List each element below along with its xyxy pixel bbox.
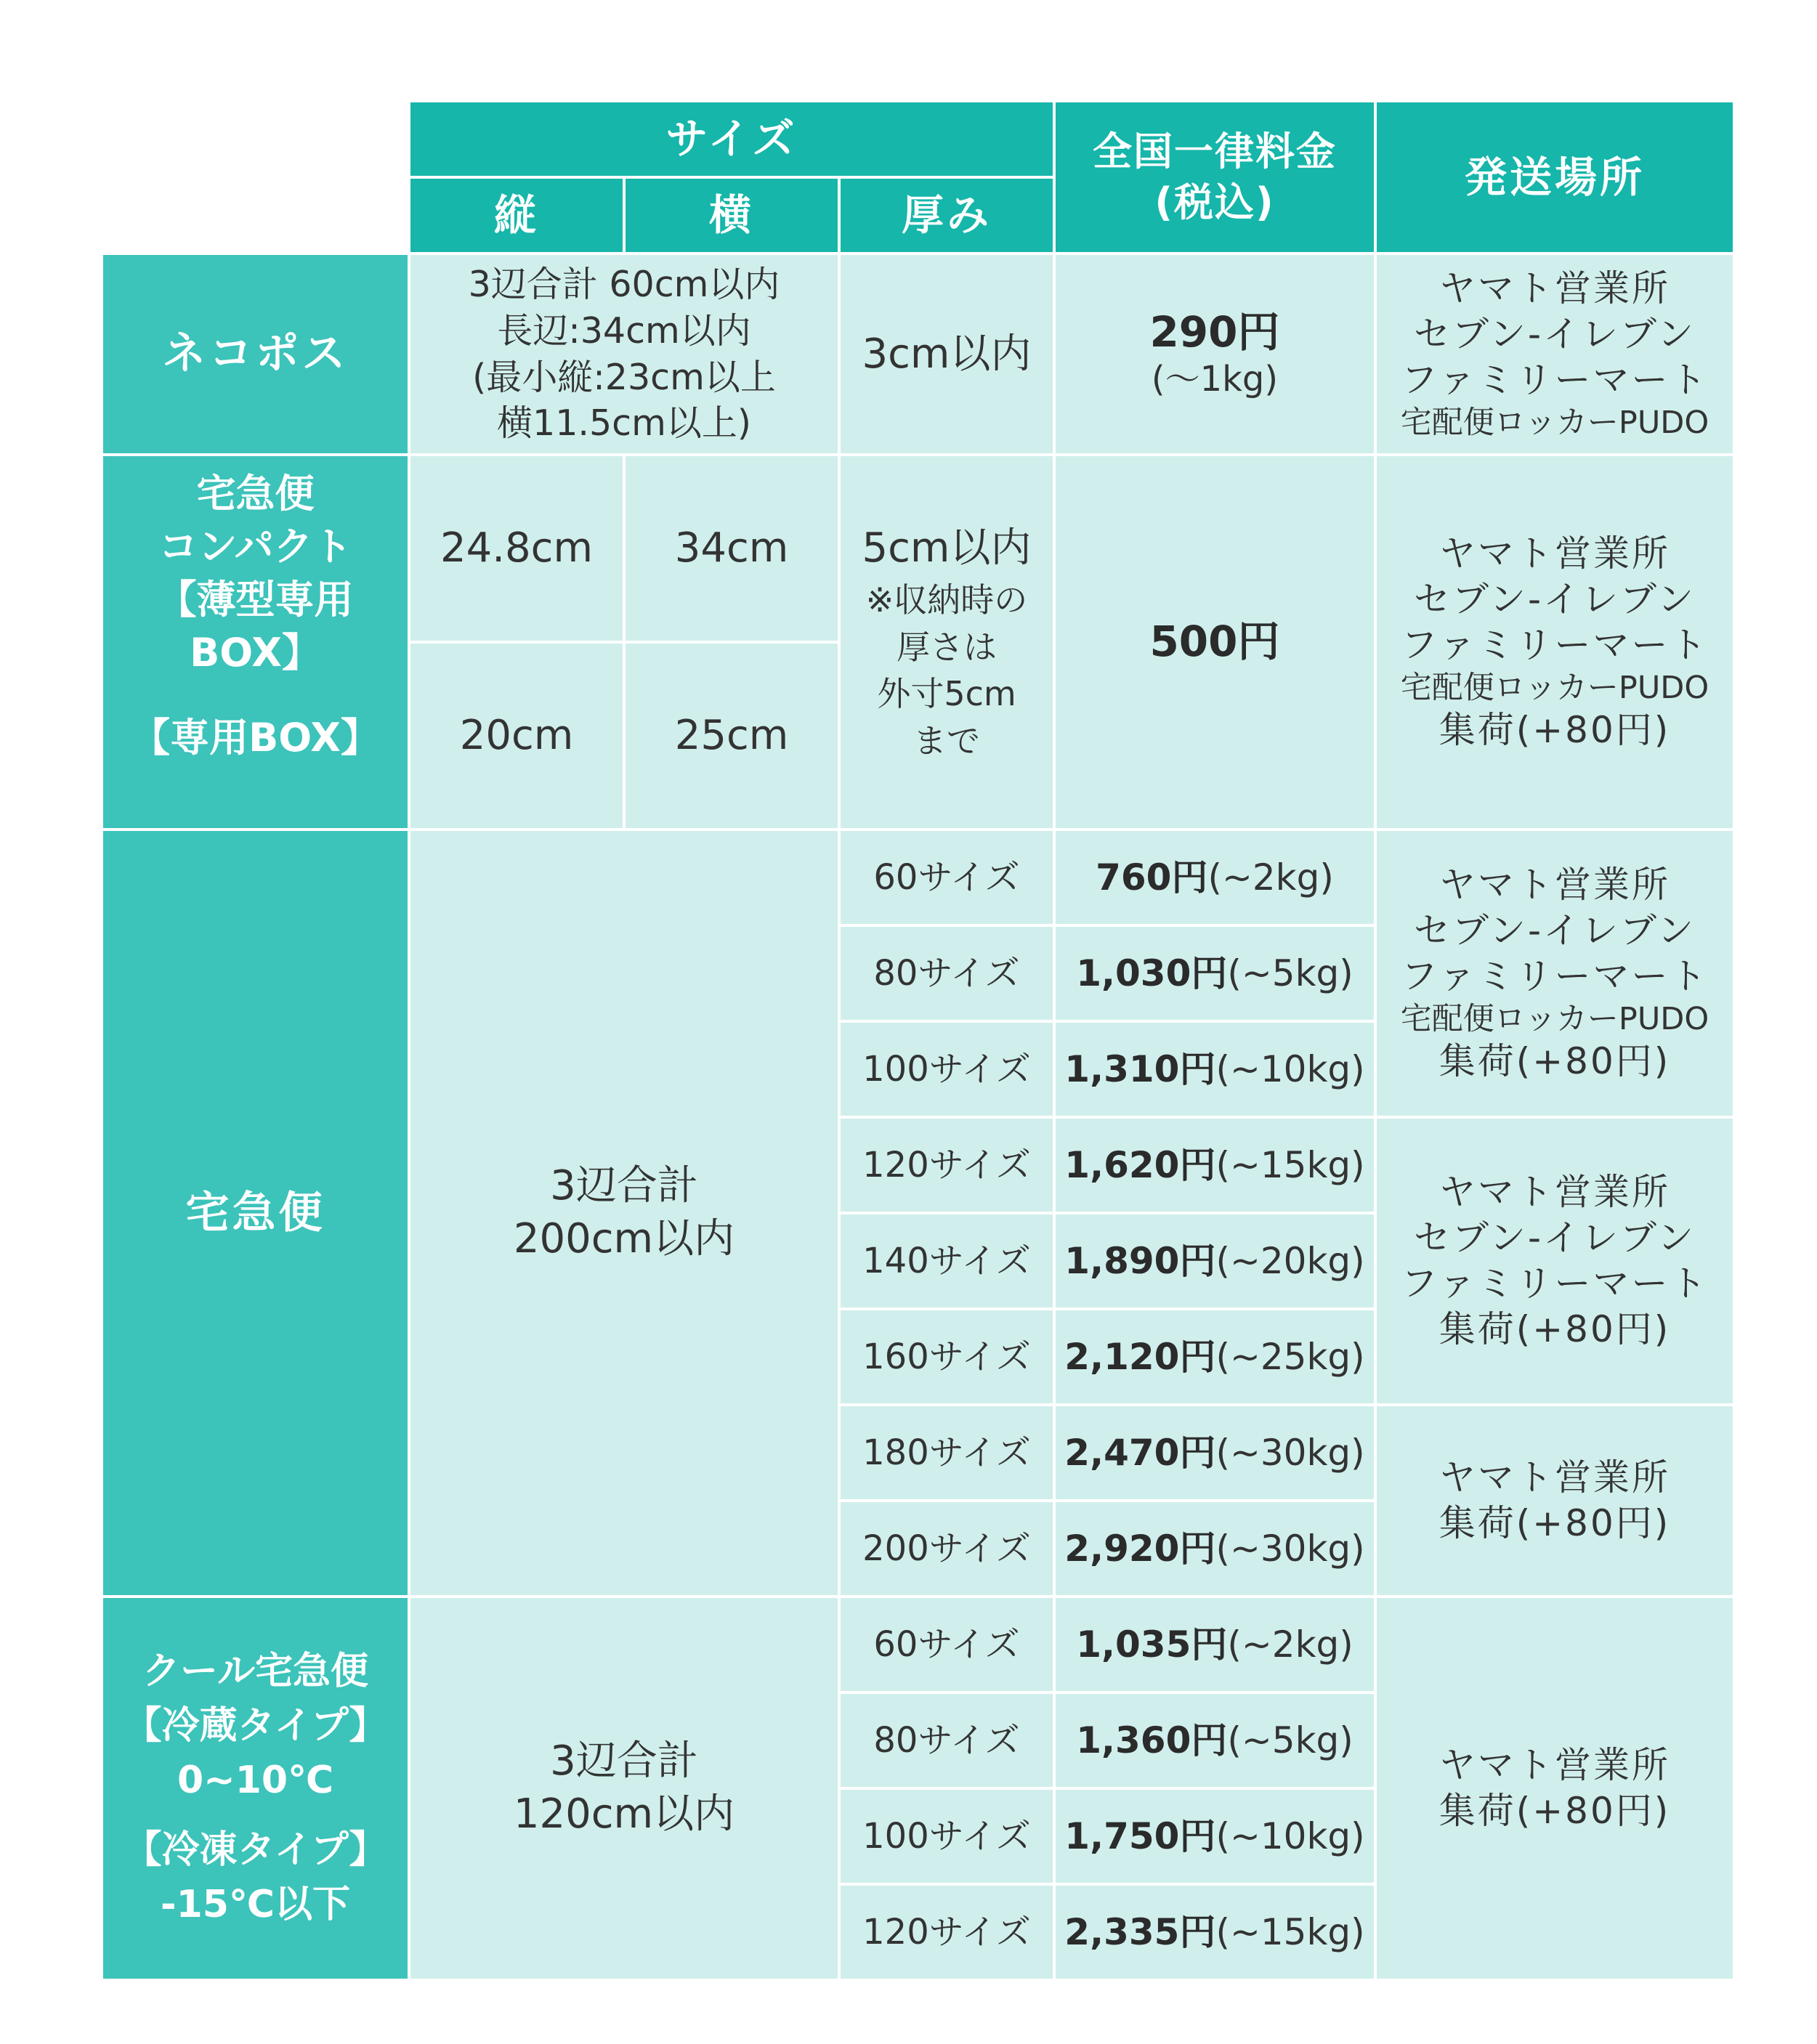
compact-label-line: 【薄型専用BOX】 [157, 576, 354, 676]
price-value: 1,750円 [1064, 1814, 1216, 1857]
price-weight: (~15kg) [1215, 1143, 1365, 1186]
compact-thickness-line: 5cm以内 [862, 524, 1032, 572]
price-weight: (~10kg) [1215, 1814, 1365, 1857]
price-value: 1,890円 [1064, 1239, 1216, 1282]
price-cell [1056, 1502, 1374, 1595]
price-weight: (~15kg) [1215, 1910, 1365, 1953]
price-cell [1056, 1023, 1374, 1116]
price-value: 1,310円 [1064, 1047, 1216, 1090]
place-line: 宅配便ロッカーPUDO [1400, 1000, 1709, 1037]
compact-box-length: 20cm [410, 644, 623, 828]
place-line: ファミリーマート [1401, 358, 1709, 401]
compact-label-line: 宅急便 [196, 471, 315, 516]
compact-thin-length: 24.8cm [410, 456, 623, 641]
takkyubin-places-c [1377, 1406, 1733, 1595]
nekopos-price-weight: (〜1kg) [1151, 359, 1279, 400]
compact-label-line: コンパクト [158, 523, 352, 569]
takkyubin-places-a [1377, 831, 1733, 1116]
takkyubin-label: 宅急便 [103, 831, 408, 1595]
price-value: 2,920円 [1064, 1527, 1216, 1570]
price-cell [1056, 1694, 1374, 1787]
compact-price: 500円 [1056, 456, 1374, 828]
price-cell [1056, 1886, 1374, 1979]
nekopos-thickness: 3cm以内 [841, 255, 1053, 453]
size-class-cell: 60サイズ [841, 1598, 1053, 1691]
nekopos-size [410, 255, 838, 453]
shipping-rate-table [103, 102, 1733, 1979]
cool-label-line: -15℃以下 [161, 1883, 350, 1927]
nekopos-size-line: 横11.5cm以上) [497, 402, 751, 445]
header-length: 縦 [410, 179, 623, 252]
place-line: ヤマト営業所 [1439, 267, 1670, 309]
nekopos-size-line: 3辺合計 60cm以内 [468, 264, 780, 306]
size-class-cell: 100サイズ [841, 1790, 1053, 1883]
place-line: ファミリーマート [1401, 1262, 1709, 1305]
size-class-cell: 80サイズ [841, 927, 1053, 1020]
place-line: 集荷(+80円) [1438, 1790, 1671, 1832]
cool-label-line: 【冷蔵タイプ】 [124, 1703, 387, 1748]
compact-thin-width: 34cm [626, 456, 838, 641]
cool-label-line: クール宅急便 [142, 1649, 368, 1693]
cool-label-line: 【冷凍タイプ】 [124, 1828, 387, 1872]
compact-label-line: 【専用BOX】 [131, 714, 380, 761]
price-value: 1,030円 [1076, 952, 1228, 994]
nekopos-label: ネコポス [103, 255, 408, 453]
price-weight: (~5kg) [1227, 952, 1353, 994]
price-cell [1056, 927, 1374, 1020]
size-class-cell: 120サイズ [841, 1886, 1053, 1979]
price-value: 1,360円 [1076, 1719, 1228, 1761]
size-class-cell: 200サイズ [841, 1502, 1053, 1595]
price-weight: (~2kg) [1207, 856, 1334, 899]
size-class-cell: 140サイズ [841, 1214, 1053, 1307]
nekopos-price [1056, 255, 1374, 453]
cool-size-line: 120cm以内 [513, 1790, 735, 1838]
price-cell [1056, 1406, 1374, 1499]
takkyubin-size-line: 200cm以内 [513, 1215, 735, 1262]
price-weight: (~25kg) [1215, 1335, 1365, 1378]
place-line: 宅配便ロッカーPUDO [1400, 404, 1709, 441]
place-line: 集荷(+80円) [1438, 709, 1671, 752]
place-line: 集荷(+80円) [1438, 1502, 1671, 1544]
price-value: 2,335円 [1064, 1910, 1216, 1953]
nekopos-size-line: 長辺:34cm以内 [497, 309, 751, 352]
compact-thickness-line: 外寸5cm [877, 674, 1016, 714]
size-class-cell: 120サイズ [841, 1119, 1053, 1212]
price-cell [1056, 1214, 1374, 1307]
place-line: ヤマト営業所 [1439, 532, 1670, 575]
place-line: ファミリーマート [1401, 954, 1709, 997]
place-line: ヤマト営業所 [1439, 1171, 1670, 1213]
price-value: 1,620円 [1064, 1143, 1216, 1186]
compact-thickness-line: まで [913, 721, 980, 761]
header-thickness: 厚み [841, 179, 1053, 252]
place-line: セブン-イレブン [1413, 312, 1696, 355]
price-value: 1,035円 [1076, 1623, 1228, 1666]
header-price-line1: 全国一律料金 [1093, 128, 1337, 174]
price-weight: (~2kg) [1227, 1623, 1353, 1666]
place-line: 集荷(+80円) [1438, 1308, 1671, 1350]
size-class-cell: 80サイズ [841, 1694, 1053, 1787]
price-weight: (~30kg) [1215, 1431, 1365, 1474]
takkyubin-size-line: 3辺合計 [550, 1162, 698, 1210]
place-line: ファミリーマート [1401, 623, 1709, 666]
price-cell [1056, 1790, 1374, 1883]
place-line: ヤマト営業所 [1439, 1456, 1670, 1498]
cool-size [410, 1598, 838, 1979]
place-line: セブン-イレブン [1413, 1217, 1696, 1259]
compact-thickness [841, 456, 1053, 828]
cool-size-line: 3辺合計 [550, 1737, 698, 1785]
size-class-cell: 180サイズ [841, 1406, 1053, 1499]
price-cell [1056, 1310, 1374, 1403]
price-value: 2,120円 [1064, 1335, 1216, 1378]
compact-label [103, 456, 408, 828]
nekopos-size-line: (最小縦:23cm以上 [472, 356, 776, 398]
price-value: 2,470円 [1064, 1431, 1216, 1474]
header-price-line2: (税込) [1154, 179, 1275, 225]
place-line: セブン-イレブン [1413, 577, 1696, 620]
place-line: ヤマト営業所 [1439, 1744, 1670, 1786]
price-cell [1056, 1119, 1374, 1212]
cool-label [103, 1598, 408, 1979]
compact-places [1377, 456, 1733, 828]
header-width: 横 [626, 179, 838, 252]
price-weight: (~5kg) [1227, 1719, 1353, 1761]
header-corner [103, 102, 408, 252]
nekopos-places [1377, 255, 1733, 453]
compact-thickness-line: ※収納時の [865, 580, 1028, 620]
place-line: 集荷(+80円) [1438, 1040, 1671, 1083]
price-weight: (~20kg) [1215, 1239, 1365, 1282]
price-cell [1056, 1598, 1374, 1691]
takkyubin-places-b [1377, 1119, 1733, 1403]
header-size: サイズ [410, 102, 1053, 176]
price-value: 760円 [1096, 856, 1208, 899]
price-weight: (~30kg) [1215, 1527, 1365, 1570]
compact-thickness-line: 厚さは [897, 627, 997, 667]
size-class-cell: 100サイズ [841, 1023, 1053, 1116]
compact-box-width: 25cm [626, 644, 838, 828]
header-place: 発送場所 [1377, 102, 1733, 252]
price-weight: (~10kg) [1215, 1047, 1365, 1090]
nekopos-price-value: 290円 [1149, 307, 1280, 357]
cool-label-line: 0~10℃ [177, 1759, 334, 1803]
takkyubin-size [410, 831, 838, 1595]
size-class-cell: 60サイズ [841, 831, 1053, 924]
place-line: セブン-イレブン [1413, 909, 1696, 952]
cool-places [1377, 1598, 1733, 1979]
size-class-cell: 160サイズ [841, 1310, 1053, 1403]
price-cell [1056, 831, 1374, 924]
place-line: ヤマト営業所 [1439, 863, 1670, 906]
header-price [1056, 102, 1374, 252]
place-line: 宅配便ロッカーPUDO [1400, 669, 1709, 706]
